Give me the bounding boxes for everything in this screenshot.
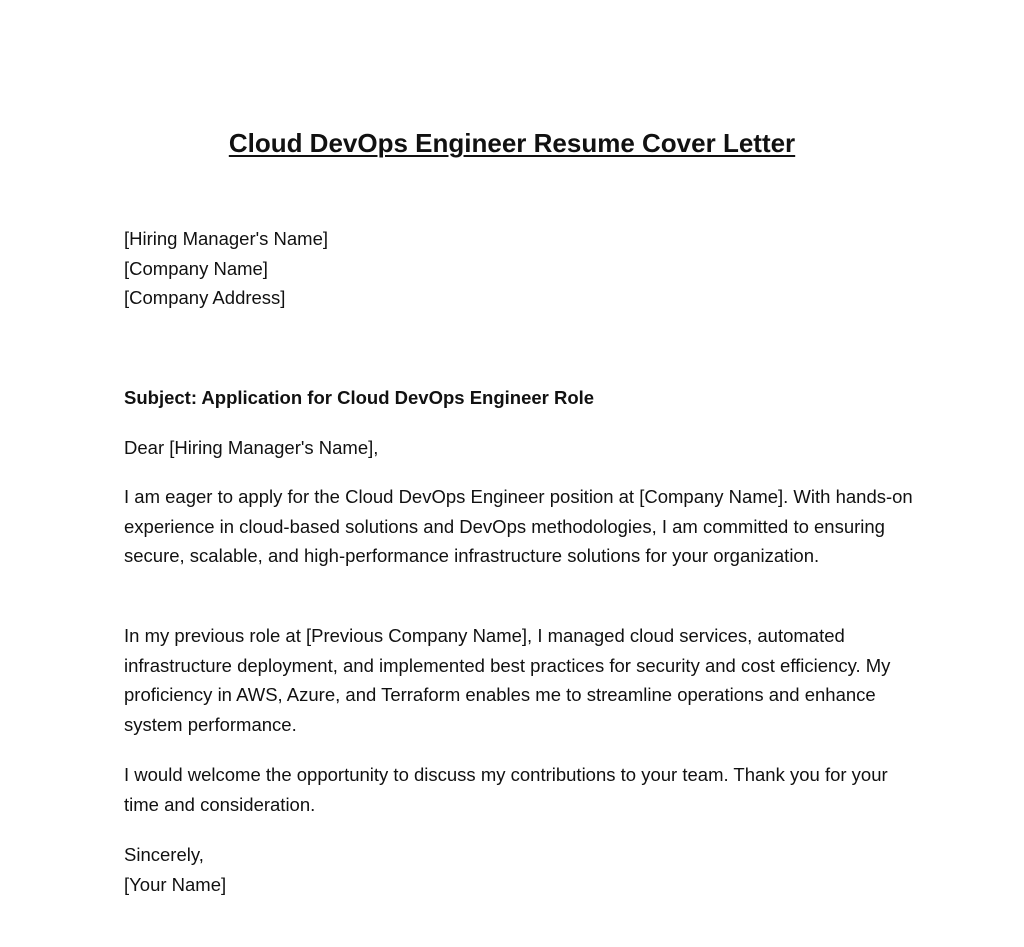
document-title bbox=[0, 126, 1024, 160]
recipient-company-line: [Company Name] bbox=[124, 257, 268, 279]
subject-line: Subject: Application for Cloud DevOps Engineer Role bbox=[124, 387, 595, 408]
signature-name: [Your Name] bbox=[124, 873, 227, 895]
recipient-address-line: [Company Address] bbox=[124, 287, 286, 308]
recipient-name-line: [Hiring Manager's Name] bbox=[124, 228, 329, 249]
body-paragraph-intro: I am eager to apply for the Cloud DevOps Engineer position at [Company Name]. With hands-on experience in cloud-based solutions and DevOps methodologies, I am committed to ensuring secure, scalable, and high-performance infrastructure solutions for your organization. bbox=[124, 486, 913, 566]
salutation: Dear [Hiring Manager's Name], bbox=[124, 437, 379, 458]
body-paragraph-closing: I would welcome the opportunity to discuss my contributions to your team. Thank you for your time and consideration. bbox=[124, 764, 888, 815]
sign-off-block bbox=[124, 840, 914, 899]
recipient-address-block bbox=[124, 224, 914, 313]
closing-salutation: Sincerely, bbox=[124, 844, 204, 865]
document-title-text: Cloud DevOps Engineer Resume Cover Letter bbox=[228, 128, 796, 158]
body-paragraph-experience: In my previous role at [Previous Company Name], I managed cloud services, automated infrastructure deployment, and implemented best practices for security and cost efficiency. My proficiency in AWS, Azure, and Terraform enables me to streamline operations and enhance system performance. bbox=[124, 625, 891, 735]
